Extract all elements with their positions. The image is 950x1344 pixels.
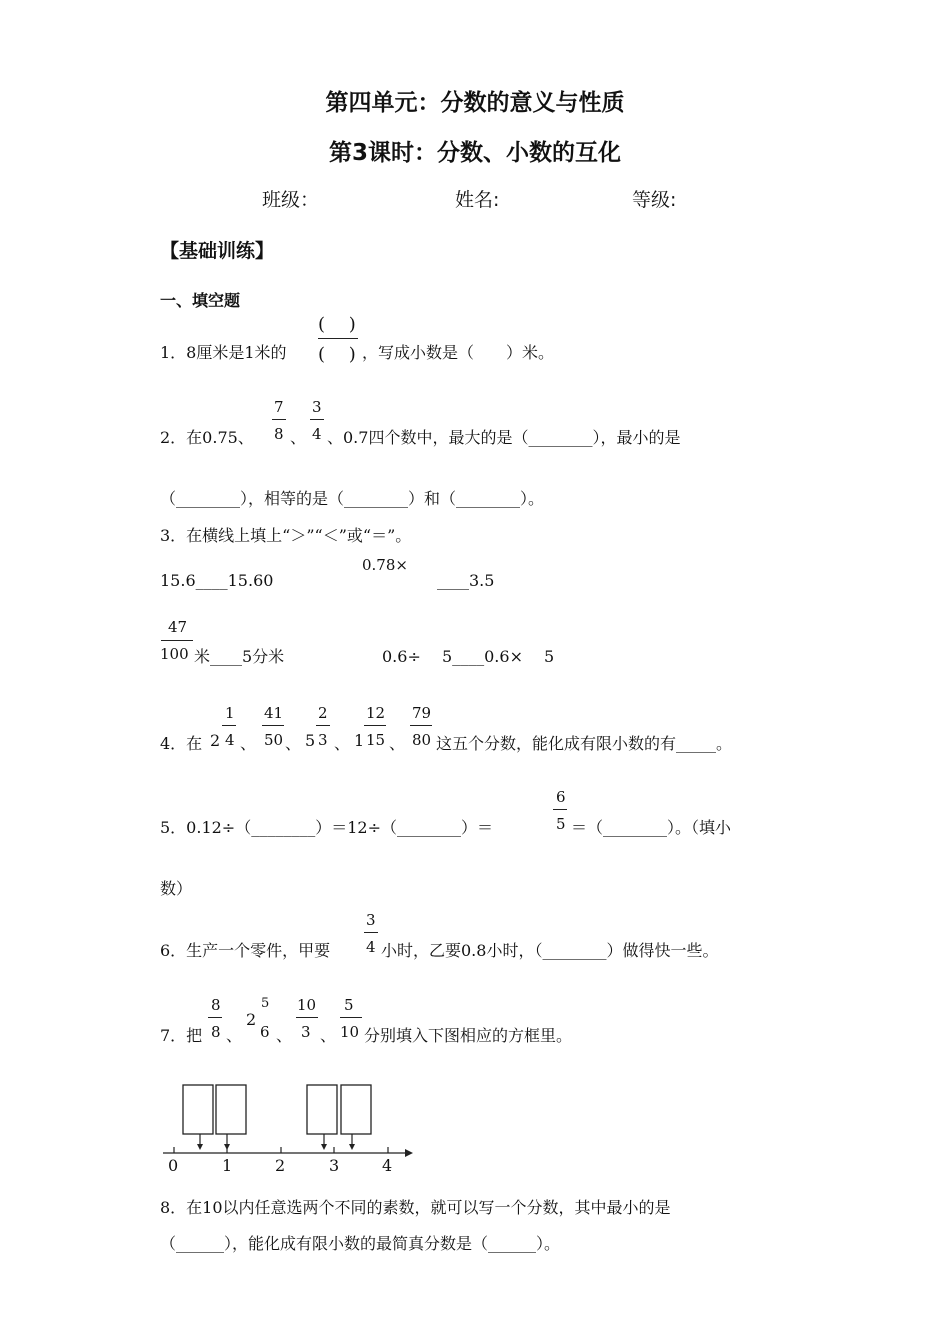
q7-text-after: 分别填入下图相应的方框里。 xyxy=(364,1026,573,1045)
q8-line-1: 8．在10以内任意选两个不同的素数，就可以写一个分数，其中最小的是 xyxy=(160,1198,671,1217)
q7-sep-1: 、 xyxy=(226,1026,243,1045)
tick-label-1: 1 xyxy=(222,1156,233,1175)
arrowhead-3 xyxy=(321,1144,327,1150)
q2-fraction-1-denominator: 8 xyxy=(274,425,284,443)
arrowhead-1 xyxy=(197,1144,203,1150)
q3-item-c-denominator: 100 xyxy=(160,645,189,663)
tick-label-0: 0 xyxy=(168,1156,179,1175)
q7-fraction-3-bar xyxy=(296,1017,318,1018)
q7-fraction-2-denominator: 6 xyxy=(260,1023,270,1041)
q6-text-after: 小时，乙要0.8小时，（________）做得快一些。 xyxy=(381,941,719,960)
q7-fraction-4-denominator: 10 xyxy=(340,1023,360,1041)
q4-fraction-3-numerator: 2 xyxy=(318,704,328,722)
q4-fraction-1-bar xyxy=(222,725,236,726)
page-title: 第四单元：分数的意义与性质 xyxy=(325,90,625,116)
q4-fraction-4-bar xyxy=(364,725,386,726)
q1-text-after: ，写成小数是（ ）米。 xyxy=(362,343,555,362)
q4-fraction-4-numerator: 12 xyxy=(366,704,386,722)
q7-fraction-3-denominator: 3 xyxy=(301,1023,311,1041)
arrowhead-4 xyxy=(349,1144,355,1150)
q7-fraction-1-numerator: 8 xyxy=(211,996,221,1014)
q2-line-2: （________），相等的是（________）和（________）。 xyxy=(160,489,545,508)
part-heading: 一、填空题 xyxy=(160,291,241,310)
answer-box-2[interactable] xyxy=(216,1085,246,1134)
q3-instruction: 3．在横线上填上“＞”“＜”或“＝”。 xyxy=(160,526,412,545)
q6-text: 6．生产一个零件，甲要 xyxy=(160,941,331,960)
q5-text-after: ＝（________）。（填小 xyxy=(571,818,732,837)
q1-numerator-blank: ( ) xyxy=(318,314,356,335)
q4-fraction-1-numerator: 1 xyxy=(225,704,235,722)
q3-item-b: ____3.5 xyxy=(437,571,495,590)
q7-fraction-4-bar xyxy=(340,1017,362,1018)
q7-sep-3: 、 xyxy=(320,1026,337,1045)
q3-item-d: 0.6÷ 5____0.6× 5 xyxy=(382,647,555,666)
tick-label-4: 4 xyxy=(382,1156,393,1175)
q2-fraction-1-numerator: 7 xyxy=(274,398,284,416)
q5-line-2: 数） xyxy=(160,879,193,898)
q7-fraction-1-bar xyxy=(208,1017,222,1018)
q7-fraction-1-denominator: 8 xyxy=(211,1023,221,1041)
q2-fraction-2-bar xyxy=(310,419,324,420)
q7-whole-2: 2 xyxy=(246,1010,257,1029)
q4-fraction-4-denominator: 15 xyxy=(366,731,386,749)
q7-fraction-2-numerator: 5 xyxy=(261,996,270,1011)
q4-fraction-3-denominator: 3 xyxy=(318,731,328,749)
q4-fraction-2-bar xyxy=(262,725,284,726)
q4-fraction-1-denominator: 4 xyxy=(225,731,235,749)
q4-fraction-5-bar xyxy=(410,725,432,726)
q3-item-c-numerator: 47 xyxy=(168,618,188,636)
q5-text: 5．0.12÷（________）＝12÷（________）＝ xyxy=(160,818,493,837)
q6-fraction-numerator: 3 xyxy=(366,911,376,929)
q4-sep-1: 、 xyxy=(240,734,257,753)
q4-sep-2: 、 xyxy=(285,734,302,753)
q8-line-2: （______），能化成有限小数的最简真分数是（______）。 xyxy=(160,1234,561,1253)
q4-sep-4: 、 xyxy=(389,734,406,753)
q4-fraction-5-denominator: 80 xyxy=(412,731,432,749)
q4-fraction-2-numerator: 41 xyxy=(264,704,284,722)
lesson-subtitle: 第3课时：分数、小数的互化 xyxy=(328,140,621,166)
q2-fraction-2-numerator: 3 xyxy=(312,398,322,416)
q4-text: 4．在 xyxy=(160,734,203,753)
q6-fraction-bar xyxy=(364,932,378,933)
q4-whole-4: 1 xyxy=(354,731,365,750)
q7-text: 7．把 xyxy=(160,1026,203,1045)
q6-fraction-denominator: 4 xyxy=(366,938,376,956)
q2-text: 2．在0.75、 xyxy=(160,428,254,447)
q7-fraction-3-numerator: 10 xyxy=(297,996,317,1014)
q1-fraction-bar xyxy=(318,338,358,339)
q7-fraction-4-numerator: 5 xyxy=(344,996,354,1014)
q7-sep-2: 、 xyxy=(276,1026,293,1045)
answer-box-3[interactable] xyxy=(307,1085,337,1134)
answer-box-1[interactable] xyxy=(183,1085,213,1134)
q2-fraction-2-denominator: 4 xyxy=(312,425,322,443)
section-heading: 【基础训练】 xyxy=(160,240,275,262)
q3-item-a: 15.6____15.60 xyxy=(160,571,274,590)
number-line-arrowhead xyxy=(405,1149,413,1157)
q4-fraction-5-numerator: 79 xyxy=(412,704,432,722)
answer-box-4[interactable] xyxy=(341,1085,371,1134)
q1-denominator-blank: ( ) xyxy=(318,344,356,365)
tick-label-2: 2 xyxy=(275,1156,286,1175)
q4-fraction-3-bar xyxy=(316,725,330,726)
q2-fraction-1-bar xyxy=(272,419,286,420)
grade-label: 等级: xyxy=(632,189,677,211)
q4-whole-1: 2 xyxy=(210,731,221,750)
q2-text-after: 、0.7四个数中，最大的是（________），最小的是 xyxy=(327,428,681,447)
tick-label-3: 3 xyxy=(329,1156,340,1175)
q5-fraction-bar xyxy=(553,809,567,810)
q4-text-after: 这五个分数，能化成有限小数的有_____。 xyxy=(436,734,733,753)
name-label: 姓名: xyxy=(455,189,500,211)
q4-whole-3: 5 xyxy=(305,731,316,750)
q4-sep-3: 、 xyxy=(334,734,351,753)
q3-item-c: 米____5分米 xyxy=(194,647,285,666)
q5-fraction-denominator: 5 xyxy=(556,815,566,833)
q5-fraction-numerator: 6 xyxy=(556,788,566,806)
class-label: 班级： xyxy=(262,189,320,211)
q1-text: 1．8厘米是1米的 xyxy=(160,343,287,362)
q2-separator: 、 xyxy=(290,428,307,447)
q4-fraction-2-denominator: 50 xyxy=(264,731,284,749)
q3-item-c-bar xyxy=(161,640,193,641)
q3-item-b-top: 0.78× xyxy=(362,556,408,574)
number-line-figure xyxy=(155,1075,425,1175)
